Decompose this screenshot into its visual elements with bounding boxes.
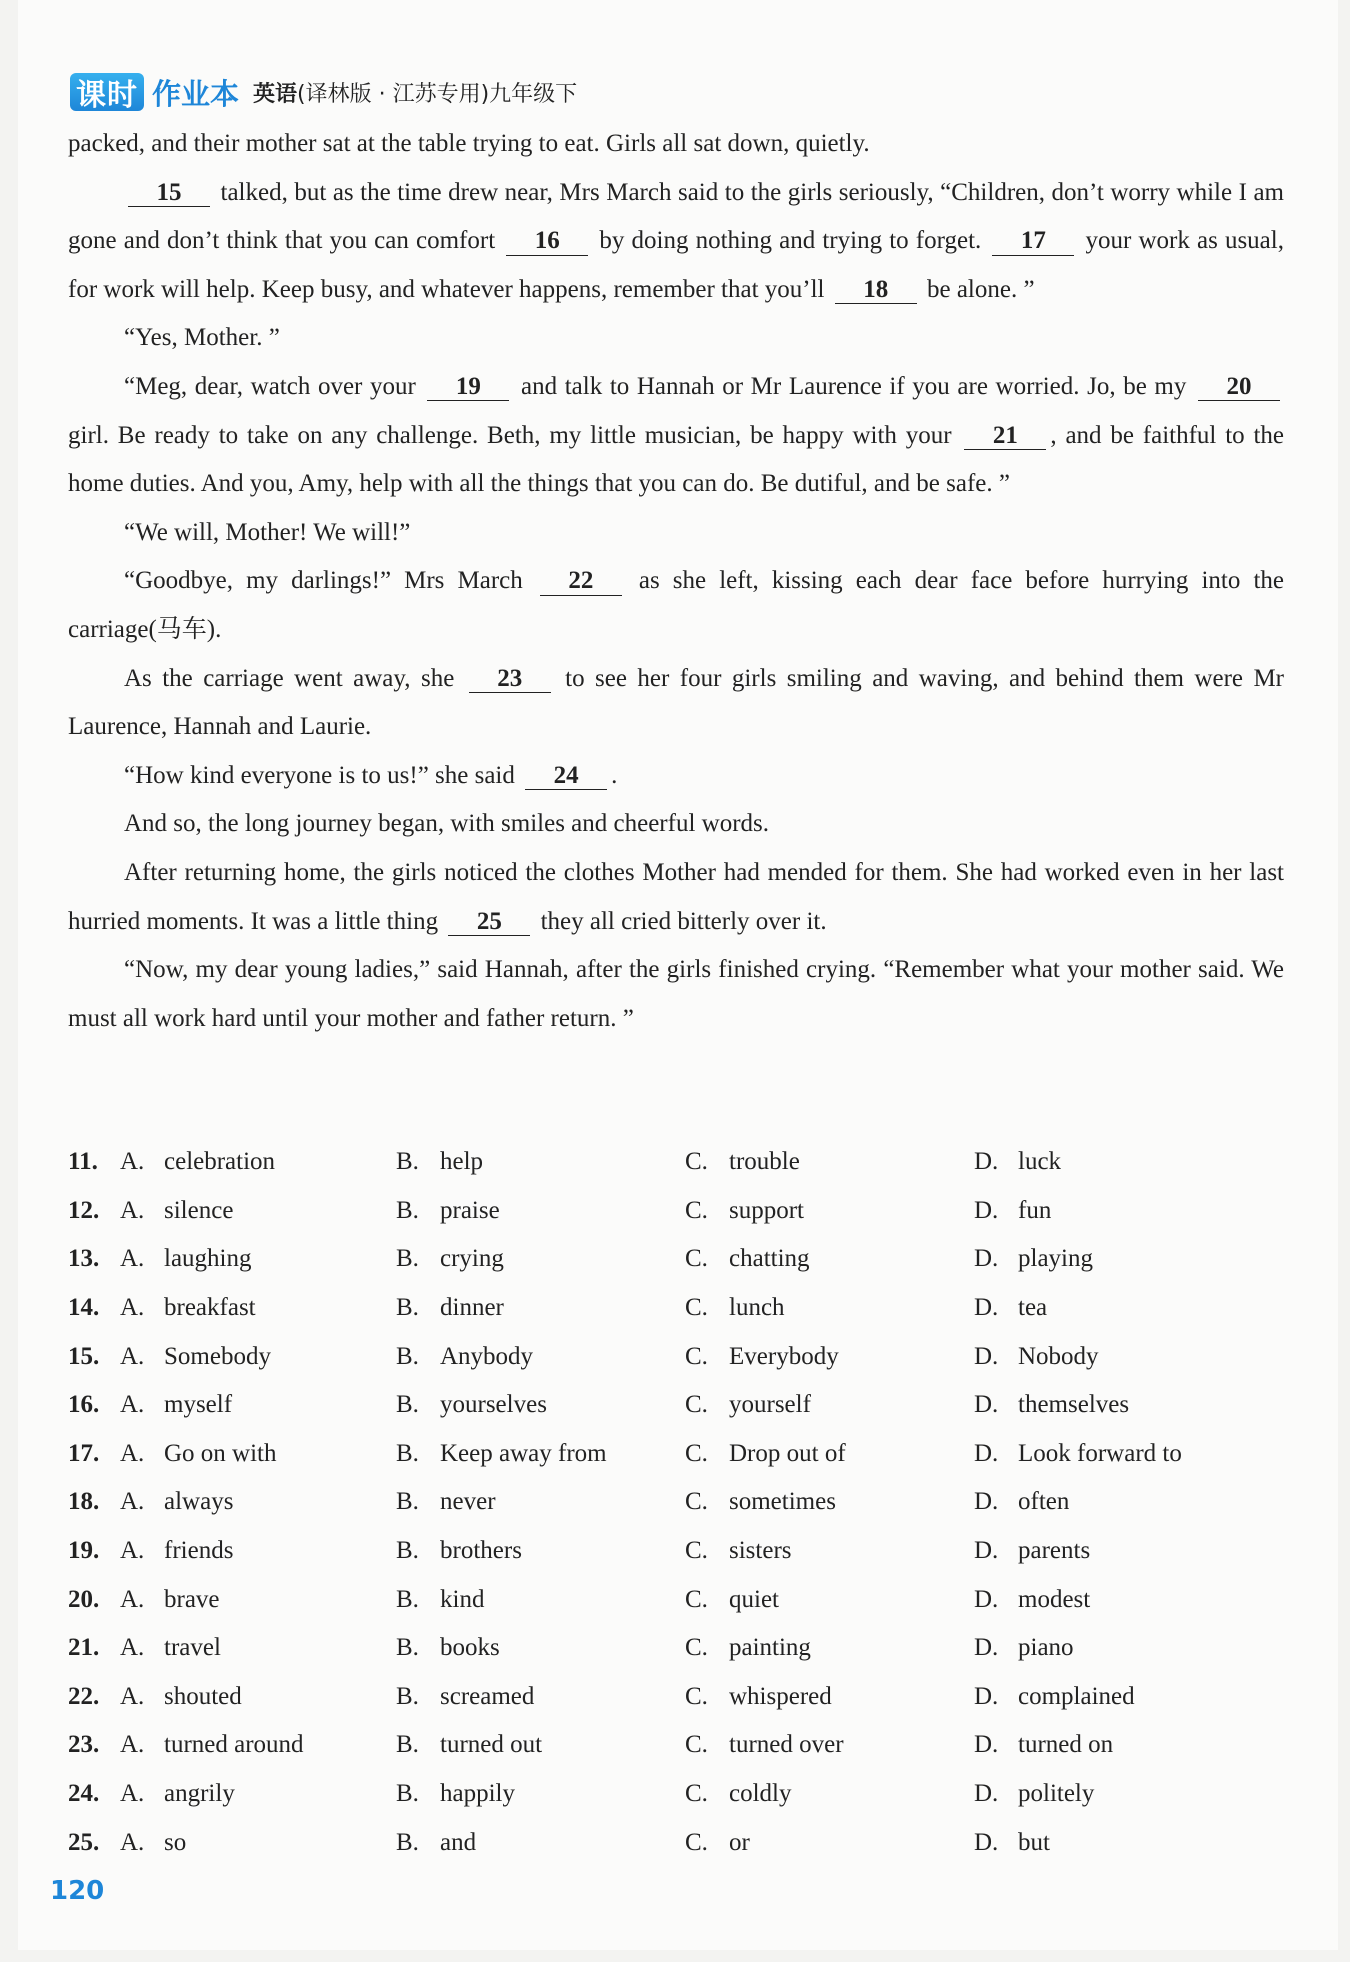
series-logo: 课时 xyxy=(70,73,144,111)
question-row xyxy=(68,1575,1284,1624)
option-text: or xyxy=(729,1828,750,1856)
question-row xyxy=(68,1478,1284,1527)
option-text: painting xyxy=(729,1634,811,1662)
option-letter: D. xyxy=(974,1342,999,1370)
option-b[interactable] xyxy=(396,1683,685,1711)
option-a[interactable] xyxy=(120,1731,396,1759)
question-row xyxy=(68,1138,1284,1187)
option-b[interactable] xyxy=(396,1586,685,1614)
passage-paragraph xyxy=(68,946,1284,1043)
option-letter: A. xyxy=(120,1731,145,1759)
option-b[interactable] xyxy=(396,1391,685,1419)
option-d[interactable] xyxy=(974,1245,1274,1273)
option-text: often xyxy=(1018,1488,1070,1516)
option-c[interactable] xyxy=(685,1586,974,1614)
option-b[interactable] xyxy=(396,1780,685,1808)
option-text: books xyxy=(440,1634,500,1662)
option-letter: B. xyxy=(396,1780,419,1808)
question-number: 16. xyxy=(68,1391,100,1419)
question-row xyxy=(68,1381,1284,1430)
option-letter: A. xyxy=(120,1780,145,1808)
option-text: Anybody xyxy=(440,1342,534,1370)
option-letter: A. xyxy=(120,1342,145,1370)
option-c[interactable] xyxy=(685,1197,974,1225)
option-letter: D. xyxy=(974,1731,999,1759)
question-number: 24. xyxy=(68,1780,100,1808)
question-row xyxy=(68,1818,1284,1867)
option-text: myself xyxy=(164,1391,233,1419)
option-a[interactable] xyxy=(120,1245,396,1273)
option-text: silence xyxy=(164,1196,234,1224)
question-number: 19. xyxy=(68,1537,100,1565)
option-text: chatting xyxy=(729,1245,810,1273)
option-letter: A. xyxy=(120,1585,145,1613)
option-letter: C. xyxy=(685,1634,708,1662)
passage-paragraph xyxy=(68,655,1284,752)
blank-22[interactable]: 22 xyxy=(540,567,622,596)
passage-paragraph xyxy=(68,509,1284,558)
option-d[interactable] xyxy=(974,1586,1274,1614)
option-letter: B. xyxy=(396,1148,419,1176)
option-letter: C. xyxy=(685,1537,708,1565)
option-text: luck xyxy=(1018,1148,1062,1176)
option-b[interactable] xyxy=(396,1148,685,1176)
option-a[interactable] xyxy=(120,1586,396,1614)
passage-text: as she left, kissing each dear face before hurrying into the carriage(马车). xyxy=(68,567,1284,643)
option-c[interactable] xyxy=(685,1829,974,1857)
question-number: 11. xyxy=(68,1148,98,1176)
option-d[interactable] xyxy=(974,1634,1274,1662)
edition-label: (译林版 · 江苏专用)九年级下 xyxy=(297,81,578,107)
option-letter: B. xyxy=(396,1488,419,1516)
option-text: celebration xyxy=(164,1148,276,1176)
passage-text: “How kind everyone is to us!” she said xyxy=(124,761,522,789)
passage-text: . xyxy=(611,761,618,789)
question-row xyxy=(68,1770,1284,1819)
option-text: Go on with xyxy=(164,1439,277,1467)
passage-text: “Yes, Mother. ” xyxy=(124,324,280,352)
passage-paragraph xyxy=(68,557,1284,654)
option-b[interactable] xyxy=(396,1343,685,1371)
option-c[interactable] xyxy=(685,1294,974,1322)
option-letter: B. xyxy=(396,1342,419,1370)
option-a[interactable] xyxy=(120,1391,396,1419)
option-letter: D. xyxy=(974,1196,999,1224)
passage-text: As the carriage went away, she xyxy=(124,664,465,692)
option-d[interactable] xyxy=(974,1731,1274,1759)
passage-paragraph xyxy=(68,752,1284,801)
blank-18[interactable]: 18 xyxy=(835,276,917,305)
option-letter: A. xyxy=(120,1682,145,1710)
option-letter: C. xyxy=(685,1196,708,1224)
option-letter: B. xyxy=(396,1196,419,1224)
option-text: Nobody xyxy=(1018,1342,1099,1370)
option-b[interactable] xyxy=(396,1537,685,1565)
option-b[interactable] xyxy=(396,1440,685,1468)
blank-17[interactable]: 17 xyxy=(992,227,1074,256)
option-b[interactable] xyxy=(396,1634,685,1662)
question-number: 22. xyxy=(68,1682,100,1710)
option-text: whispered xyxy=(729,1682,832,1710)
option-text: dinner xyxy=(440,1294,504,1322)
option-letter: A. xyxy=(120,1391,145,1419)
option-text: brothers xyxy=(440,1537,522,1565)
option-b[interactable] xyxy=(396,1829,685,1857)
option-a[interactable] xyxy=(120,1148,396,1176)
option-d[interactable] xyxy=(974,1197,1274,1225)
option-letter: B. xyxy=(396,1245,419,1273)
option-text: turned out xyxy=(440,1731,543,1759)
option-b[interactable] xyxy=(396,1488,685,1516)
option-text: yourself xyxy=(729,1391,811,1419)
option-letter: A. xyxy=(120,1634,145,1662)
option-b[interactable] xyxy=(396,1197,685,1225)
option-text: parents xyxy=(1018,1537,1091,1565)
option-letter: D. xyxy=(974,1488,999,1516)
option-text: Look forward to xyxy=(1018,1439,1182,1467)
option-text: Drop out of xyxy=(729,1439,846,1467)
option-letter: C. xyxy=(685,1342,708,1370)
option-text: playing xyxy=(1018,1245,1093,1273)
option-a[interactable] xyxy=(120,1343,396,1371)
option-letter: C. xyxy=(685,1488,708,1516)
blank-21[interactable]: 21 xyxy=(964,422,1046,451)
passage-text: packed, and their mother sat at the table trying to eat. Girls all sat down, quietly. xyxy=(68,130,870,157)
option-letter: A. xyxy=(120,1537,145,1565)
option-text: friends xyxy=(164,1537,234,1565)
question-number: 13. xyxy=(68,1245,100,1273)
passage-text: “Goodbye, my darlings!” Mrs March xyxy=(124,567,536,595)
option-a[interactable] xyxy=(120,1683,396,1711)
blank-20[interactable]: 20 xyxy=(1198,373,1280,402)
option-letter: C. xyxy=(685,1294,708,1322)
option-text: Keep away from xyxy=(440,1439,607,1467)
question-row xyxy=(68,1721,1284,1770)
option-letter: A. xyxy=(120,1828,145,1856)
option-a[interactable] xyxy=(120,1488,396,1516)
option-text: breakfast xyxy=(164,1294,256,1322)
question-row xyxy=(68,1284,1284,1333)
blank-23[interactable]: 23 xyxy=(469,665,551,694)
question-row xyxy=(68,1527,1284,1576)
option-c[interactable] xyxy=(685,1634,974,1662)
option-text: yourselves xyxy=(440,1391,547,1419)
passage-text: , and be faithful to the home duties. And you, Amy, help with all the things that you can do. Be dutiful, and be safe. ” xyxy=(68,421,1285,498)
option-d[interactable] xyxy=(974,1294,1274,1322)
passage-text: your work as usual, for work will help. Keep busy, and whatever happens, remember that you’ll xyxy=(68,227,1284,303)
option-text: complained xyxy=(1018,1682,1135,1710)
option-c[interactable] xyxy=(685,1731,974,1759)
option-a[interactable] xyxy=(120,1634,396,1662)
option-text: coldly xyxy=(729,1780,792,1808)
option-text: turned on xyxy=(1018,1731,1114,1759)
option-text: turned around xyxy=(164,1731,304,1759)
passage-paragraph xyxy=(68,120,1284,169)
option-letter: A. xyxy=(120,1294,145,1322)
passage-text: they all cried bitterly over it. xyxy=(534,907,827,935)
option-letter: D. xyxy=(974,1148,999,1176)
option-letter: D. xyxy=(974,1391,999,1419)
option-letter: B. xyxy=(396,1585,419,1613)
option-d[interactable] xyxy=(974,1148,1274,1176)
option-letter: D. xyxy=(974,1634,999,1662)
option-text: modest xyxy=(1018,1585,1091,1613)
option-d[interactable] xyxy=(974,1537,1274,1565)
option-text: piano xyxy=(1018,1634,1074,1662)
option-letter: C. xyxy=(685,1148,708,1176)
option-text: travel xyxy=(164,1634,221,1662)
subject-label: 英语 xyxy=(253,81,298,107)
option-a[interactable] xyxy=(120,1294,396,1322)
option-c[interactable] xyxy=(685,1537,974,1565)
option-c[interactable] xyxy=(685,1780,974,1808)
option-text: always xyxy=(164,1488,234,1516)
option-a[interactable] xyxy=(120,1197,396,1225)
option-text: and xyxy=(440,1828,477,1856)
question-number: 18. xyxy=(68,1488,100,1516)
option-text: sisters xyxy=(729,1537,792,1565)
question-number: 20. xyxy=(68,1585,100,1613)
question-number: 25. xyxy=(68,1828,100,1856)
option-letter: D. xyxy=(974,1585,999,1613)
option-text: trouble xyxy=(729,1148,800,1176)
page-header xyxy=(70,70,577,114)
passage-text: “We will, Mother! We will!” xyxy=(124,518,411,546)
passage-text: girl. Be ready to take on any challenge. Beth, my little musician, be happy with your xyxy=(68,421,961,449)
option-text: support xyxy=(729,1196,804,1224)
reading-passage xyxy=(68,120,1284,1043)
option-text: shouted xyxy=(164,1682,242,1710)
option-text: kind xyxy=(440,1585,485,1613)
question-row xyxy=(68,1332,1284,1381)
option-letter: D. xyxy=(974,1828,999,1856)
option-letter: A. xyxy=(120,1196,145,1224)
passage-paragraph xyxy=(68,169,1284,315)
passage-paragraph xyxy=(68,849,1284,946)
option-c[interactable] xyxy=(685,1391,974,1419)
question-row xyxy=(68,1235,1284,1284)
option-letter: D. xyxy=(974,1682,999,1710)
blank-16[interactable]: 16 xyxy=(506,227,588,256)
question-list xyxy=(68,1138,1284,1867)
workbook-page xyxy=(18,0,1338,1950)
option-letter: D. xyxy=(974,1294,999,1322)
option-text: so xyxy=(164,1828,187,1856)
option-letter: A. xyxy=(120,1439,145,1467)
option-letter: C. xyxy=(685,1780,708,1808)
option-d[interactable] xyxy=(974,1343,1274,1371)
blank-25[interactable]: 25 xyxy=(448,908,530,937)
option-c[interactable] xyxy=(685,1683,974,1711)
option-letter: D. xyxy=(974,1537,999,1565)
option-text: themselves xyxy=(1018,1391,1130,1419)
option-letter: B. xyxy=(396,1731,419,1759)
passage-paragraph xyxy=(68,363,1284,509)
option-letter: C. xyxy=(685,1731,708,1759)
option-letter: B. xyxy=(396,1439,419,1467)
passage-text: to see her four girls smiling and waving, and behind them were Mr Laurence, Hannah and Laurie. xyxy=(68,664,1285,741)
option-c[interactable] xyxy=(685,1148,974,1176)
option-text: crying xyxy=(440,1245,504,1273)
option-text: tea xyxy=(1018,1294,1048,1322)
option-text: help xyxy=(440,1148,484,1176)
blank-24[interactable]: 24 xyxy=(525,762,607,791)
option-d[interactable] xyxy=(974,1829,1274,1857)
option-letter: C. xyxy=(685,1245,708,1273)
option-letter: C. xyxy=(685,1585,708,1613)
option-text: brave xyxy=(164,1585,220,1613)
option-text: screamed xyxy=(440,1682,535,1710)
question-row xyxy=(68,1430,1284,1479)
option-letter: B. xyxy=(396,1537,419,1565)
question-number: 21. xyxy=(68,1634,100,1662)
option-letter: A. xyxy=(120,1245,145,1273)
option-d[interactable] xyxy=(974,1683,1274,1711)
option-text: politely xyxy=(1018,1780,1095,1808)
option-text: Somebody xyxy=(164,1342,271,1370)
option-b[interactable] xyxy=(396,1294,685,1322)
passage-text: And so, the long journey began, with smiles and cheerful words. xyxy=(124,810,770,838)
option-text: praise xyxy=(440,1196,500,1224)
passage-text: by doing nothing and trying to forget. xyxy=(592,227,989,255)
option-letter: B. xyxy=(396,1294,419,1322)
option-a[interactable] xyxy=(120,1440,396,1468)
passage-paragraph xyxy=(68,314,1284,363)
passage-text: and talk to Hannah or Mr Laurence if you are worried. Jo, be my xyxy=(513,372,1194,400)
book-title: 作业本 xyxy=(152,76,240,111)
option-c[interactable] xyxy=(685,1343,974,1371)
option-letter: B. xyxy=(396,1682,419,1710)
option-a[interactable] xyxy=(120,1537,396,1565)
option-c[interactable] xyxy=(685,1440,974,1468)
passage-paragraph xyxy=(68,800,1284,849)
option-b[interactable] xyxy=(396,1245,685,1273)
option-d[interactable] xyxy=(974,1391,1274,1419)
question-number: 12. xyxy=(68,1196,100,1224)
option-text: but xyxy=(1018,1828,1050,1856)
passage-text: “Meg, dear, watch over your xyxy=(124,372,424,400)
option-d[interactable] xyxy=(974,1440,1274,1468)
option-letter: D. xyxy=(974,1780,999,1808)
book-subtitle xyxy=(253,77,577,108)
option-letter: C. xyxy=(685,1439,708,1467)
option-text: laughing xyxy=(164,1245,252,1273)
question-row xyxy=(68,1187,1284,1236)
option-letter: D. xyxy=(974,1439,999,1467)
question-number: 14. xyxy=(68,1294,100,1322)
question-row xyxy=(68,1673,1284,1722)
option-letter: B. xyxy=(396,1828,419,1856)
question-row xyxy=(68,1624,1284,1673)
option-letter: C. xyxy=(685,1828,708,1856)
passage-text: After returning home, the girls noticed the clothes Mother had mended for them. She had worked even in her last hurried moments. It was a little thing xyxy=(68,858,1284,935)
option-letter: B. xyxy=(396,1634,419,1662)
option-letter: B. xyxy=(396,1391,419,1419)
option-text: quiet xyxy=(729,1585,779,1613)
option-text: sometimes xyxy=(729,1488,836,1516)
blank-19[interactable]: 19 xyxy=(427,373,509,402)
option-letter: D. xyxy=(974,1245,999,1273)
option-text: never xyxy=(440,1488,496,1516)
option-c[interactable] xyxy=(685,1245,974,1273)
option-text: lunch xyxy=(729,1294,785,1322)
option-letter: A. xyxy=(120,1148,145,1176)
question-number: 23. xyxy=(68,1731,100,1759)
option-text: angrily xyxy=(164,1780,235,1808)
blank-15[interactable]: 15 xyxy=(128,179,210,208)
question-number: 17. xyxy=(68,1439,100,1467)
option-letter: C. xyxy=(685,1682,708,1710)
option-a[interactable] xyxy=(120,1829,396,1857)
option-text: happily xyxy=(440,1780,515,1808)
option-text: turned over xyxy=(729,1731,844,1759)
option-letter: A. xyxy=(120,1488,145,1516)
passage-text: talked, but as the time drew near, Mrs March said to the girls seriously, “Children, don’t worry while I am gone and don’t think that you can comfort xyxy=(68,178,1284,255)
page-number: 120 xyxy=(50,1876,105,1906)
option-d[interactable] xyxy=(974,1488,1274,1516)
option-a[interactable] xyxy=(120,1780,396,1808)
passage-text: be alone. ” xyxy=(920,275,1035,303)
passage-text: “Now, my dear young ladies,” said Hannah, after the girls finished crying. “Remember what your mother said. We must all work hard until your mother and father return. ” xyxy=(68,956,1284,1032)
option-b[interactable] xyxy=(396,1731,685,1759)
option-text: fun xyxy=(1018,1196,1052,1224)
question-number: 15. xyxy=(68,1342,100,1370)
option-text: Everybody xyxy=(729,1342,839,1370)
option-letter: C. xyxy=(685,1391,708,1419)
option-c[interactable] xyxy=(685,1488,974,1516)
option-d[interactable] xyxy=(974,1780,1274,1808)
